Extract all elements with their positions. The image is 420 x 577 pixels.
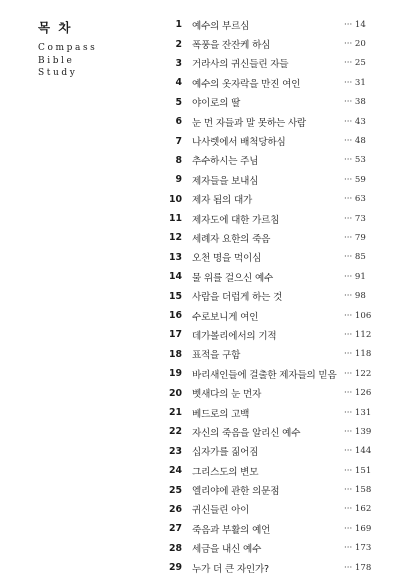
page-number: ··· 48: [344, 136, 366, 147]
chapter-title: 그리스도의 변모: [192, 466, 259, 478]
chapter-title: 제자들을 보내심: [192, 175, 259, 187]
toc-entry[interactable]: [158, 131, 388, 150]
toc-entry[interactable]: [158, 325, 388, 344]
series-word-3: Study: [38, 68, 78, 78]
chapter-title: 예수의 부르심: [192, 20, 250, 32]
chapter-number: 2: [175, 38, 182, 50]
chapter-title: 폭풍을 잔잔케 하심: [192, 40, 271, 52]
toc-entry[interactable]: [158, 34, 388, 53]
chapter-number: 18: [168, 348, 182, 360]
page-number: ··· 178: [344, 562, 372, 573]
chapter-title: 바리새인들에 걸출한 제자들의 믿음: [192, 369, 337, 381]
toc-entry[interactable]: [158, 267, 388, 286]
sidebar: [38, 18, 97, 80]
chapter-title: 세례자 요한의 죽음: [192, 233, 271, 245]
page-number: ··· 173: [344, 543, 372, 554]
toc-heading: 목 차: [38, 20, 73, 35]
chapter-number: 22: [168, 426, 182, 438]
toc-entry[interactable]: [158, 500, 388, 519]
chapter-title: 베드로의 고백: [192, 408, 250, 420]
chapter-number: 19: [168, 368, 182, 380]
chapter-title: 물 위를 걸으신 예수: [192, 272, 274, 284]
chapter-number: 6: [175, 116, 182, 128]
page-number: ··· 144: [344, 446, 372, 457]
page-number: ··· 91: [344, 271, 366, 282]
page-number: ··· 169: [344, 523, 372, 534]
toc-entry[interactable]: [158, 286, 388, 305]
chapter-title: 엘리야에 관한 의문점: [192, 486, 280, 498]
chapter-title: 야이로의 딸: [192, 98, 241, 110]
page-number: ··· 118: [344, 349, 372, 360]
chapter-title: 벳새다의 눈 먼자: [192, 389, 262, 401]
chapter-title: 죽음과 부활의 예언: [192, 524, 271, 536]
chapter-number: 16: [168, 310, 182, 322]
chapter-number: 20: [168, 387, 182, 399]
toc-entry[interactable]: [158, 480, 388, 499]
chapter-number: 15: [168, 290, 182, 302]
chapter-number: 12: [168, 232, 182, 244]
page-number: ··· 158: [344, 485, 372, 496]
chapter-title: 수로보니게 여인: [192, 311, 259, 323]
chapter-number: 11: [168, 213, 182, 225]
table-of-contents: [158, 15, 388, 577]
toc-entry[interactable]: [158, 228, 388, 247]
page-number: ··· 131: [344, 407, 372, 418]
page-number: ··· 139: [344, 426, 372, 437]
toc-entry[interactable]: [158, 248, 388, 267]
toc-entry[interactable]: [158, 190, 388, 209]
chapter-number: 28: [168, 542, 182, 554]
toc-entry[interactable]: [158, 364, 388, 383]
chapter-number: 5: [175, 96, 182, 108]
chapter-title: 자신의 죽음을 알리신 예수: [192, 427, 301, 439]
chapter-number: 1: [175, 19, 182, 31]
chapter-title: 거라사의 귀신들린 자들: [192, 59, 289, 71]
page-number: ··· 59: [344, 174, 366, 185]
page-number: ··· 85: [344, 252, 366, 263]
toc-entry[interactable]: [158, 54, 388, 73]
toc-entry[interactable]: [158, 170, 388, 189]
chapter-title: 십자가를 짊어짐: [192, 447, 259, 459]
chapter-title: 세금을 내신 예수: [192, 544, 262, 556]
page-number: ··· 53: [344, 155, 366, 166]
chapter-title: 눈 먼 자들과 말 못하는 사람: [192, 117, 306, 129]
page-number: ··· 126: [344, 388, 372, 399]
chapter-title: 표적을 구함: [192, 350, 241, 362]
chapter-number: 4: [175, 77, 182, 89]
page-number: ··· 162: [344, 504, 372, 515]
page-number: ··· 73: [344, 213, 366, 224]
toc-entry[interactable]: [158, 151, 388, 170]
chapter-title: 제자 됨의 대가: [192, 195, 253, 207]
toc-entry[interactable]: [158, 403, 388, 422]
toc-entry[interactable]: [158, 519, 388, 538]
toc-entry[interactable]: [158, 73, 388, 92]
chapter-number: 21: [168, 407, 182, 418]
toc-entry[interactable]: [158, 461, 388, 480]
page-number: ··· 14: [344, 19, 366, 30]
chapter-number: 23: [168, 445, 182, 457]
toc-entry[interactable]: [158, 558, 388, 577]
chapter-number: 27: [168, 523, 182, 535]
page-number: ··· 112: [344, 329, 372, 340]
page-number: ··· 106: [344, 310, 372, 321]
chapter-number: 26: [168, 503, 182, 515]
chapter-number: 9: [175, 174, 182, 186]
chapter-number: 14: [168, 271, 182, 283]
toc-entry[interactable]: [158, 15, 388, 34]
toc-entry[interactable]: [158, 93, 388, 112]
page-number: ··· 31: [344, 77, 366, 88]
toc-entry[interactable]: [158, 539, 388, 558]
page-number: ··· 38: [344, 97, 366, 108]
chapter-number: 13: [168, 251, 182, 263]
chapter-title: 사람을 더럽게 하는 것: [192, 292, 283, 304]
chapter-title: 오천 명을 먹이심: [192, 253, 262, 265]
series-word-1: Compass: [38, 43, 98, 53]
chapter-number: 24: [168, 465, 182, 477]
page-number: ··· 20: [344, 39, 366, 50]
chapter-number: 7: [175, 135, 182, 147]
chapter-title: 나사렛에서 배척당하심: [192, 137, 286, 149]
toc-entry[interactable]: [158, 112, 388, 131]
chapter-number: 10: [168, 193, 182, 205]
series-word-2: Bible: [38, 55, 75, 66]
page-number: ··· 43: [344, 116, 366, 127]
page-number: ··· 151: [344, 465, 372, 476]
chapter-number: 3: [175, 57, 182, 69]
chapter-number: 17: [168, 329, 182, 341]
toc-entry[interactable]: [158, 209, 388, 228]
chapter-title: 누가 더 큰 자인가?: [192, 563, 269, 575]
toc-entry[interactable]: [158, 306, 388, 325]
page-number: ··· 98: [344, 291, 366, 302]
toc-entry[interactable]: [158, 422, 388, 441]
chapter-number: 8: [175, 154, 182, 166]
page-number: ··· 122: [344, 368, 372, 379]
page-number: ··· 25: [344, 58, 366, 69]
chapter-title: 귀신들린 아이: [192, 505, 250, 517]
chapter-number: 25: [168, 484, 182, 496]
chapter-title: 예수의 옷자락을 만진 여인: [192, 78, 301, 90]
chapter-title: 추수하시는 주님: [192, 156, 259, 168]
chapter-title: 데가볼리에서의 기적: [192, 330, 277, 342]
page-number: ··· 79: [344, 232, 366, 243]
chapter-title: 제자도에 대한 가르침: [192, 214, 280, 226]
toc-entry[interactable]: [158, 442, 388, 461]
page-number: ··· 63: [344, 194, 366, 205]
chapter-number: 29: [168, 562, 182, 574]
toc-entry[interactable]: [158, 383, 388, 402]
toc-entry[interactable]: [158, 345, 388, 364]
